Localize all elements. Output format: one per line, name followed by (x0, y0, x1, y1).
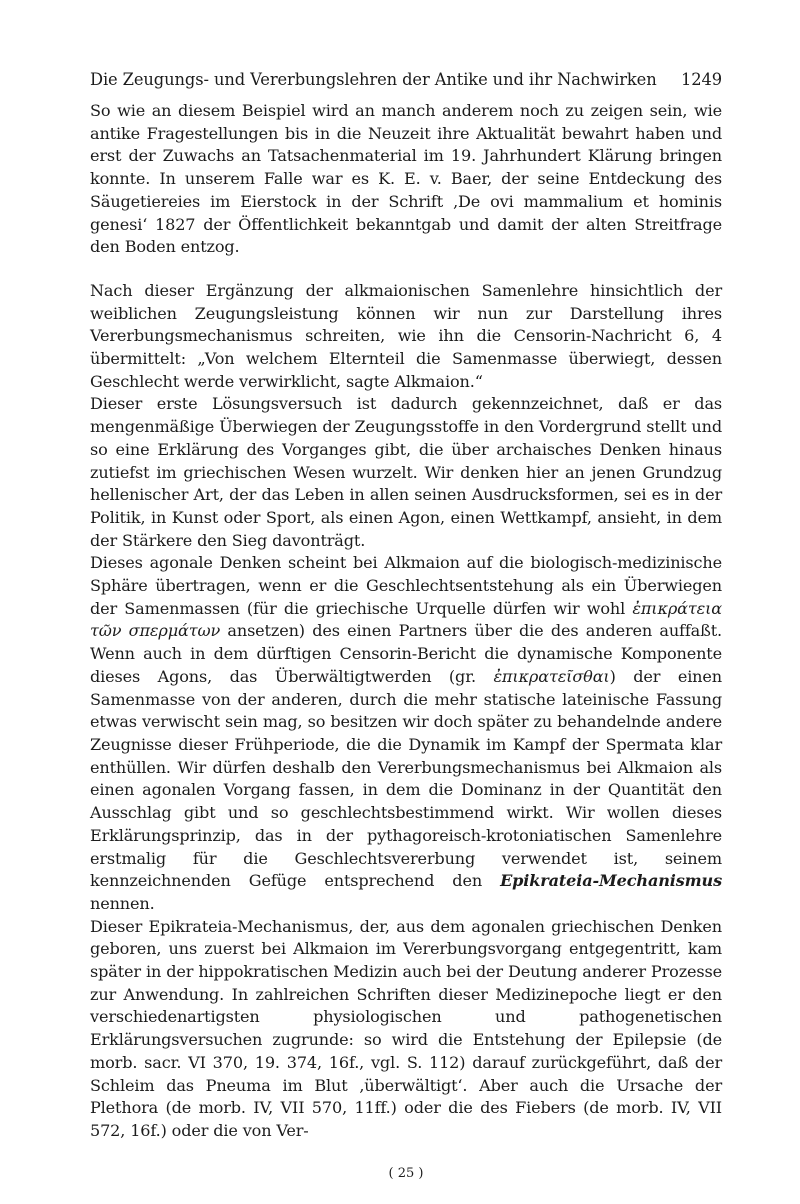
text-run: Nach dieser Ergänzung der alkmaionischen Samenlehre hinsichtlich der weiblichen Zeugungsleistung können wir nun zur Darstellung ihres Vererbungsmechanismus schreiten, wie ihn die Censorin-Nachricht 6, 4 übermittelt: „Von welchem Elternteil die Samenmasse überwiegt, dessen Geschlecht werde verwirklicht, sagte Alkmaion.“ (90, 280, 722, 391)
running-header (90, 70, 722, 89)
paragraph (90, 552, 722, 915)
page-number: 1249 (680, 70, 722, 89)
paragraph (90, 393, 722, 552)
sheet-number: ( 25 ) (388, 1166, 424, 1181)
greek-term: ἐπικράτεια τῶν σπερμάτων (90, 598, 722, 641)
text-run: So wie an diesem Beispiel wird an manch anderem noch zu zeigen sein, wie antike Fragestellungen bis in die Neuzeit ihre Aktualität bewahrt haben und erst der Zuwachs an Tatsachenmaterial im 19. Jahrhundert Klärung bringen konnte. In unserem Falle war es K. E. v. Baer, der seine Entdeckung des Säugetiereies im Eierstock in der Schrift ‚De ovi mammalium et hominis genesi‘ 1827 der Öffentlichkeit bekanntgab und damit der alten Streitfrage den Boden entzog. (90, 101, 722, 257)
text-run: Dieses agonale Denken scheint bei Alkmaion auf die biologisch-medizinische Sphäre übertragen, wenn er die Geschlechtsentstehung als ein Überwiegen der Samenmassen (für die griechische Urquelle dürfen wir wohl (90, 553, 722, 618)
paragraph (90, 100, 722, 259)
body-text (90, 100, 722, 1143)
text-run: ) der einen Samenmasse von der anderen, durch die mehr statische lateinische Fassung etwas verwischt sein mag, so besitzen wir doch später zu behandelnde andere Zeugnisse dieser Frühperiode, die die Dynamik im Kampf der Spermata klar enthüllen. Wir dürfen deshalb den Vererbungsmechanismus bei Alkmaion als einen agonalen Vorgang fassen, in dem die Dominanz in der Quantität den Ausschlag gibt und so geschlechtsbestimmend wirkt. Wir wollen dieses Erklärungsprinzip, das in der pythagoreisch-krotoniatischen Samenlehre erstmalig für die Geschlechtsvererbung verwendet ist, seinem kennzeichnenden Gefüge entsprechend den (90, 666, 722, 891)
greek-term: ἐπικρατεῖσθαι (493, 666, 610, 686)
text-run: Dieser Epikrateia-Mechanismus, der, aus dem agonalen griechischen Denken geboren, uns zuerst bei Alkmaion im Vererbungsvorgang entgegentritt, kam später in der hippokratischen Medizin auch bei der Deutung anderer Prozesse zur Anwendung. In zahlreichen Schriften dieser Medizinepoche liegt er den verschiedenartigsten physiologischen und pathogenetischen Erklärungsversuchen zugrunde: so wird die Entstehung der Epilepsie (de morb. sacr. VI 370, 19. 374, 16f., vgl. S. 112) darauf zurückgeführt, daß der Schleim das Pneuma im Blut ‚überwältigt‘. Aber auch die Ursache der Plethora (de morb. IV, VII 570, 11ff.) oder die des Fiebers (de morb. IV, VII 572, 16f.) oder die von Ver- (90, 916, 722, 1140)
paragraph (90, 916, 722, 1143)
emphasized-term: Epikrateia-Mechanismus (500, 871, 722, 891)
text-run: Dieser erste Lösungsversuch ist dadurch gekennzeichnet, daß er das mengenmäßige Überwiegen der Zeugungsstoffe in den Vordergrund stellt und so eine Erklärung des Vorganges gibt, die über archaisches Denken hinaus zutiefst im griechischen Wesen wurzelt. Wir denken hier an jenen Grundzug hellenischer Art, der das Leben in allen seinen Ausdrucksformen, sei es in der Politik, in Kunst oder Sport, als einen Agon, einen Wettkampf, ansieht, in dem der Stärkere den Sieg davonträgt. (90, 394, 722, 550)
paragraph (90, 280, 722, 394)
text-run: nennen. (90, 893, 155, 913)
running-title: Die Zeugungs- und Vererbungslehren der Antike und ihr Nachwirken (90, 70, 657, 89)
text-run: ansetzen) des einen Partners über die des anderen auffaßt. Wenn auch in dem dürftigen Censorin-Bericht die dynamische Komponente dieses Agons, das Überwältigtwerden (gr. (90, 621, 722, 686)
